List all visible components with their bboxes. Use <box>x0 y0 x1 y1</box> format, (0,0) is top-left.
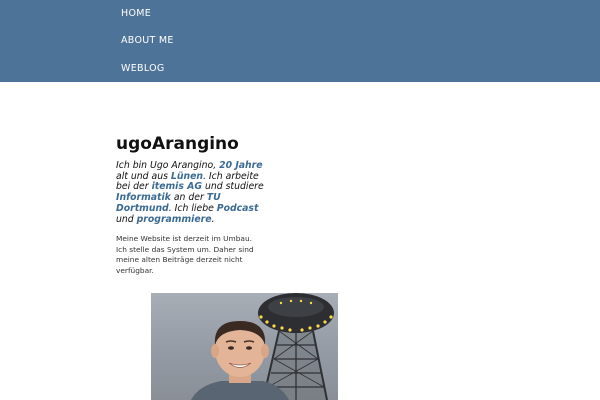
intro-paragraph <box>116 161 266 225</box>
link-programming[interactable]: programmiere <box>136 213 212 225</box>
link-age[interactable]: 20 Jahre <box>219 160 263 171</box>
intro-text: . <box>211 213 215 225</box>
intro-text: . Ich liebe <box>168 202 217 214</box>
intro-text: und studiere <box>201 181 264 193</box>
nav-link-home[interactable]: HOME <box>121 8 152 19</box>
top-navigation <box>0 0 600 82</box>
link-company[interactable]: itemis AG <box>151 181 202 193</box>
nav-link-about-me[interactable]: ABOUT ME <box>121 35 174 46</box>
intro-text: alt und aus <box>116 170 171 182</box>
intro-text: . Ich arbeite bei der <box>116 170 259 193</box>
profile-photo <box>151 293 338 400</box>
maintenance-note: Meine Website ist derzeit im Umbau. Ich stelle das System um. Daher sind meine alten Beiträge derzeit nicht verfügbar. <box>116 234 254 275</box>
intro-text: und <box>116 213 137 225</box>
link-podcast[interactable]: Podcast <box>216 202 259 214</box>
nav-link-weblog[interactable]: WEBLOG <box>121 63 165 74</box>
link-town[interactable]: Lünen <box>170 170 204 182</box>
intro-text: Ich bin Ugo Arangino, <box>116 160 220 171</box>
link-subject[interactable]: Informatik <box>116 192 171 204</box>
site-title: ugoArangino <box>116 134 239 154</box>
intro-text: an der <box>170 192 207 204</box>
link-university[interactable]: TU Dortmund <box>116 192 221 214</box>
